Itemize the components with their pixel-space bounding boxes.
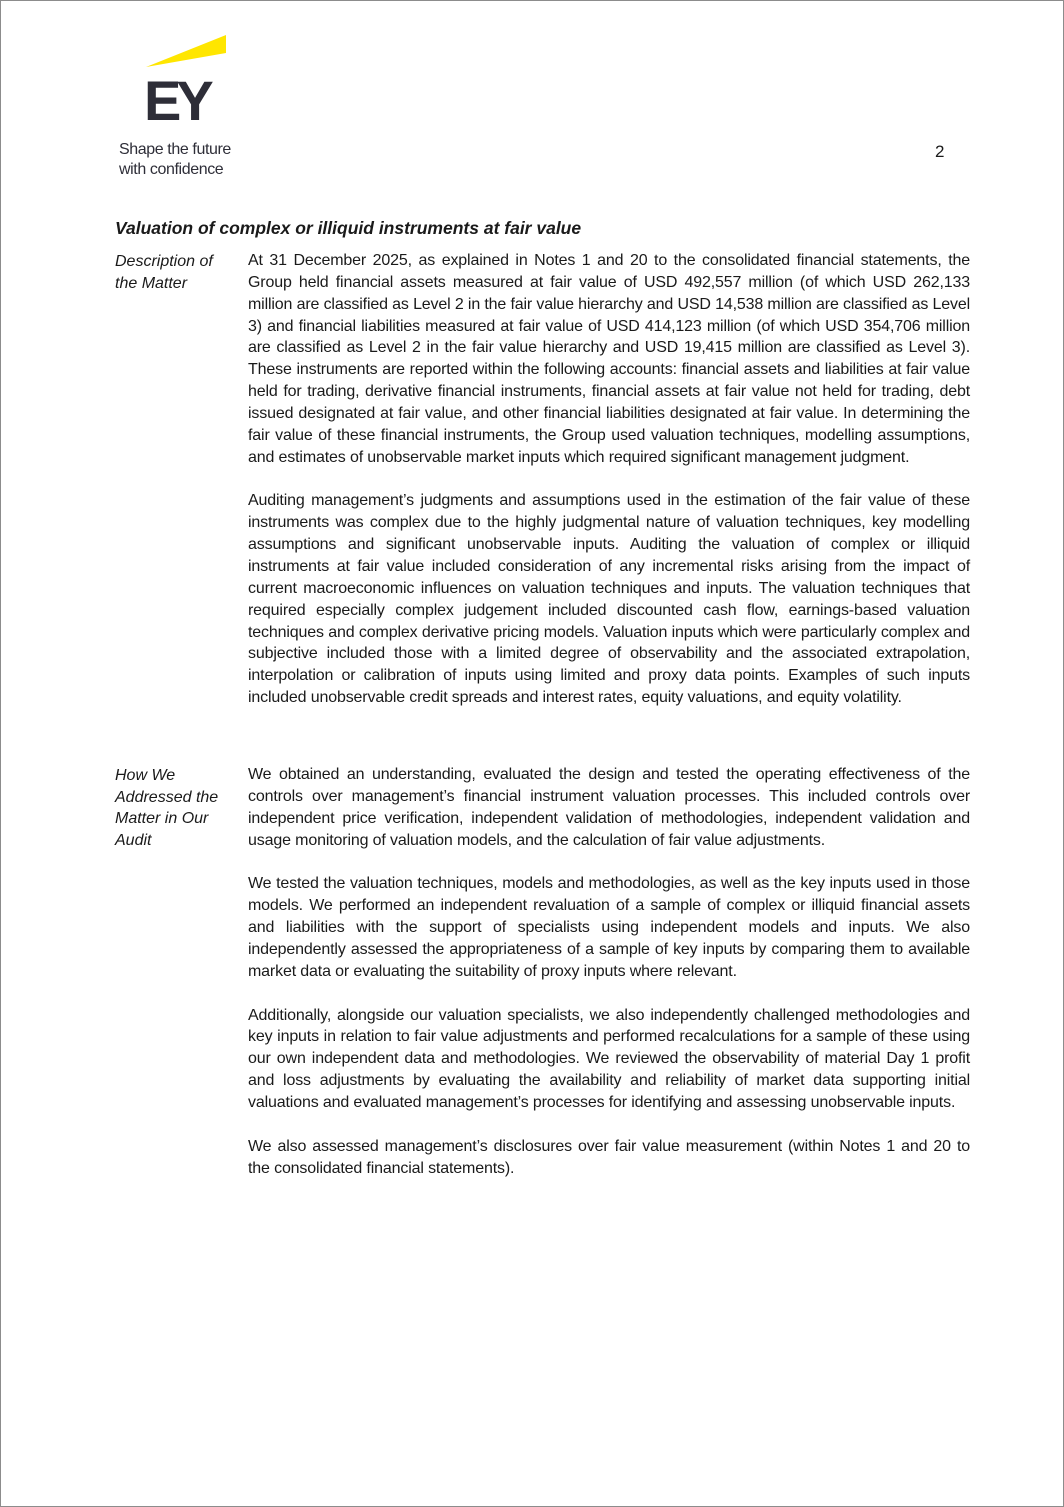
ey-yellow-beam-icon	[146, 33, 228, 71]
audit-paragraph-2: We tested the valuation techniques, models and methodologies, as well as the key inputs used in those models. We performed an independent revaluation of a sample of complex or illiquid financial assets and liabilities with the support of specialists using independent models and inputs. We also independently assessed the appropriateness of a sample of key inputs by comparing them to available market data or evaluating the suitability of proxy inputs where relevant.	[248, 875, 970, 980]
audit-label-line-2: Addressed the	[115, 788, 219, 806]
ey-logo	[116, 33, 256, 183]
audit-paragraph-1: We obtained an understanding, evaluated the design and tested the operating effectiveness of the controls over management’s financial instrument valuation processes. This included controls over independent price verification, independent validation of methodologies, independent validation and usage monitoring of valuation models, and the calculation of fair value adjustments.	[248, 766, 970, 849]
description-text	[248, 250, 970, 709]
audit-label-line-4: Audit	[115, 831, 152, 849]
description-label-line-2: the Matter	[115, 274, 188, 292]
ey-tagline-line-2: with confidence	[119, 161, 224, 178]
ey-tagline-line-1: Shape the future	[119, 141, 231, 158]
description-label	[115, 251, 240, 294]
section-title: Valuation of complex or illiquid instruments at fair value	[115, 218, 582, 238]
description-paragraph-1: At 31 December 2025, as explained in Notes 1 and 20 to the consolidated financial statements, the Group held financial assets measured at fair value of USD 492,557 million (of which USD 262,133 million are classified as Level 2 in the fair value hierarchy and USD 14,538 million are classified as Level 3) and financial liabilities measured at fair value of USD 414,123 million (of which USD 354,706 million are classified as Level 2 in the fair value hierarchy and USD 19,415 million are classified as Level 3). These instruments are reported within the following accounts: financial assets and liabilities at fair value held for trading, derivative financial instruments, financial assets at fair value not held for trading, debt issued designated at fair value, and other financial liabilities designated at fair value. In determining the fair value of these financial instruments, the Group used valuation techniques, modelling assumptions, and estimates of unobservable market inputs which required significant management judgment.	[248, 252, 970, 466]
audit-paragraph-4: We also assessed management’s disclosures over fair value measurement (within Notes 1 and 20 to the consolidated financial statements).	[248, 1137, 970, 1177]
description-label-line-1: Description of	[115, 253, 213, 270]
audit-label-line-1: How We	[115, 767, 176, 784]
ey-wordmark: EY	[144, 69, 209, 132]
audit-text	[248, 764, 970, 1180]
ey-tagline	[119, 140, 231, 180]
audit-paragraph-3: Additionally, alongside our valuation specialists, we also independently challenged methodologies and key inputs in relation to fair value adjustments and performed recalculations for a sample of these using our own independent data and methodologies. We reviewed the observability of material Day 1 profit and loss adjustments by evaluating the availability and reliability of market data supporting initial valuations and evaluated management’s processes for identifying and assessing unobservable inputs.	[248, 1006, 970, 1111]
audit-label	[115, 765, 240, 851]
page-number: 2	[935, 142, 945, 161]
description-paragraph-2: Auditing management’s judgments and assumptions used in the estimation of the fair value of these instruments was complex due to the highly judgmental nature of valuation techniques, key modelling assumptions and significant unobservable inputs. Auditing the valuation of complex or illiquid instruments at fair value included consideration of any incremental risks arising from the impact of current macroeconomic influences on valuation techniques and inputs. The valuation techniques that required especially complex judgement included discounted cash flow, earnings-based valuation techniques and complex derivative pricing models. Valuation inputs which were particularly complex and subjective included those with a limited degree of observability and the associated extrapolation, interpolation or calibration of inputs using limited and proxy data points. Examples of such inputs included unobservable credit spreads and interest rates, equity valuations, and equity volatility.	[248, 492, 970, 707]
audit-label-line-3: Matter in Our	[115, 810, 209, 827]
